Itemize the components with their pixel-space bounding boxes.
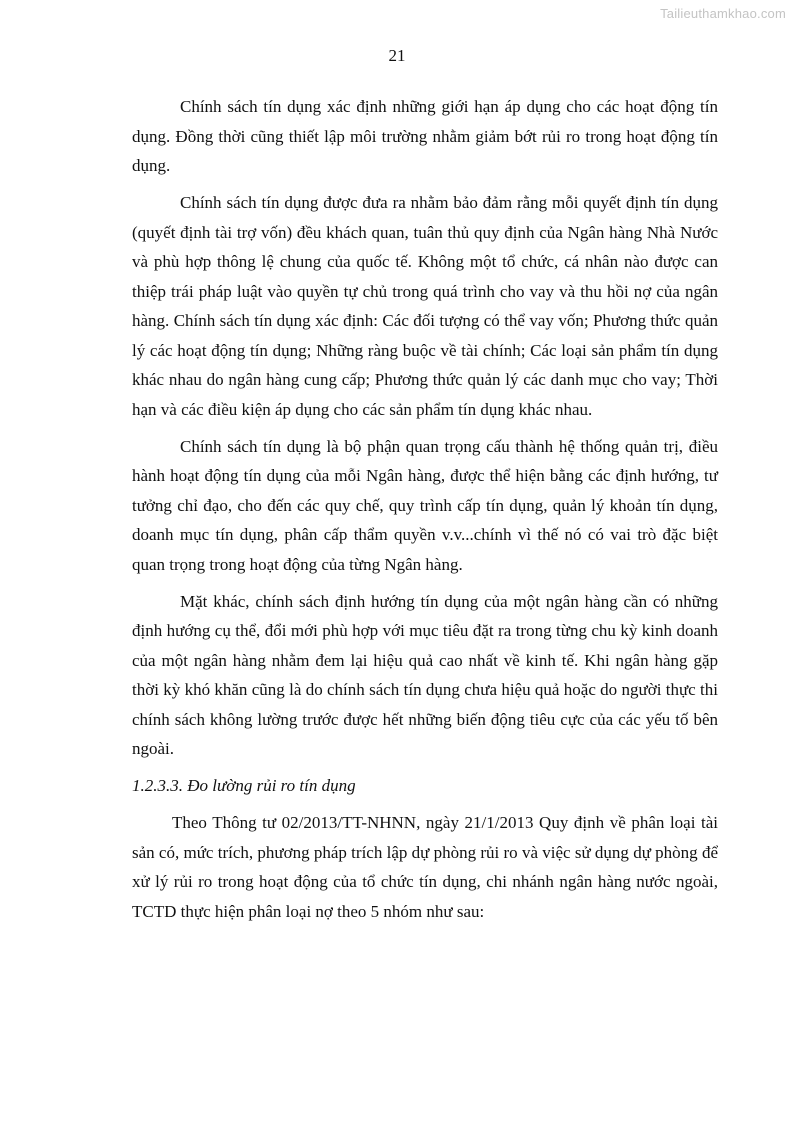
paragraph-credit-policy-limits: Chính sách tín dụng xác định những giới hạn áp dụng cho các hoạt động tín dụng. Đồng thời cũng thiết lập môi trường nhằm giảm bớt rủi ro trong hoạt động tín dụng.	[132, 97, 718, 175]
paragraph-credit-policy-role: Chính sách tín dụng là bộ phận quan trọng cấu thành hệ thống quản trị, điều hành hoạt động tín dụng của mỗi Ngân hàng, được thể hiện bằng các định hướng, tư tưởng chỉ đạo, cho đến các quy chế, quy trình cấp tín dụng, quản lý khoản tín dụng, doanh mục tín dụng, phân cấp thẩm quyền v.v...chính vì thế nó có vai trò đặc biệt quan trọng trong hoạt động của từng Ngân hàng.	[132, 436, 718, 574]
section-heading: 1.2.3.3. Đo lường rủi ro tín dụng	[132, 776, 356, 795]
page-number: 21	[388, 46, 406, 65]
paragraph-credit-policy-orientation: Mặt khác, chính sách định hướng tín dụng của một ngân hàng cần có những định hướng cụ thể, đổi mới phù hợp với mục tiêu đặt ra trong từng chu kỳ kinh doanh của một ngân hàng nhằm đem lại hiệu quả cao nhất về kinh tế. Khi ngân hàng gặp thời kỳ khó khăn cũng là do chính sách tín dụng chưa hiệu quả hoặc do người thực thi chính sách không lường trước được hết những biến động tiêu cực của các yếu tố bên ngoài.	[132, 591, 718, 758]
watermark: Tailieuthamkhao.com	[660, 6, 786, 21]
paragraph-loan-classification: Theo Thông tư 02/2013/TT-NHNN, ngày 21/1/2013 Quy định về phân loại tài sản có, mức trích, phương pháp trích lập dự phòng rủi ro và việc sử dụng dự phòng để xử lý rủi ro trong hoạt động của tổ chức tín dụng, chi nhánh ngân hàng nước ngoài, TCTD thực hiện phân loại nợ theo 5 nhóm như sau:	[132, 813, 718, 921]
document-body	[132, 92, 718, 934]
paragraph-credit-policy-objectivity: Chính sách tín dụng được đưa ra nhằm bảo đảm rằng mỗi quyết định tín dụng (quyết định tài trợ vốn) đều khách quan, tuân thủ quy định của Ngân hàng Nhà Nước và phù hợp thông lệ chung của quốc tế. Không một tổ chức, cá nhân nào được can thiệp trái pháp luật vào quyền tự chủ trong quá trình cho vay và thu hồi nợ của ngân hàng. Chính sách tín dụng xác định: Các đối tượng có thể vay vốn; Phương thức quản lý các hoạt động tín dụng; Những ràng buộc về tài chính; Các loại sản phẩm tín dụng khác nhau do ngân hàng cung cấp; Phương thức quản lý các danh mục cho vay; Thời hạn và các điều kiện áp dụng cho các sản phẩm tín dụng khác nhau.	[132, 193, 718, 419]
